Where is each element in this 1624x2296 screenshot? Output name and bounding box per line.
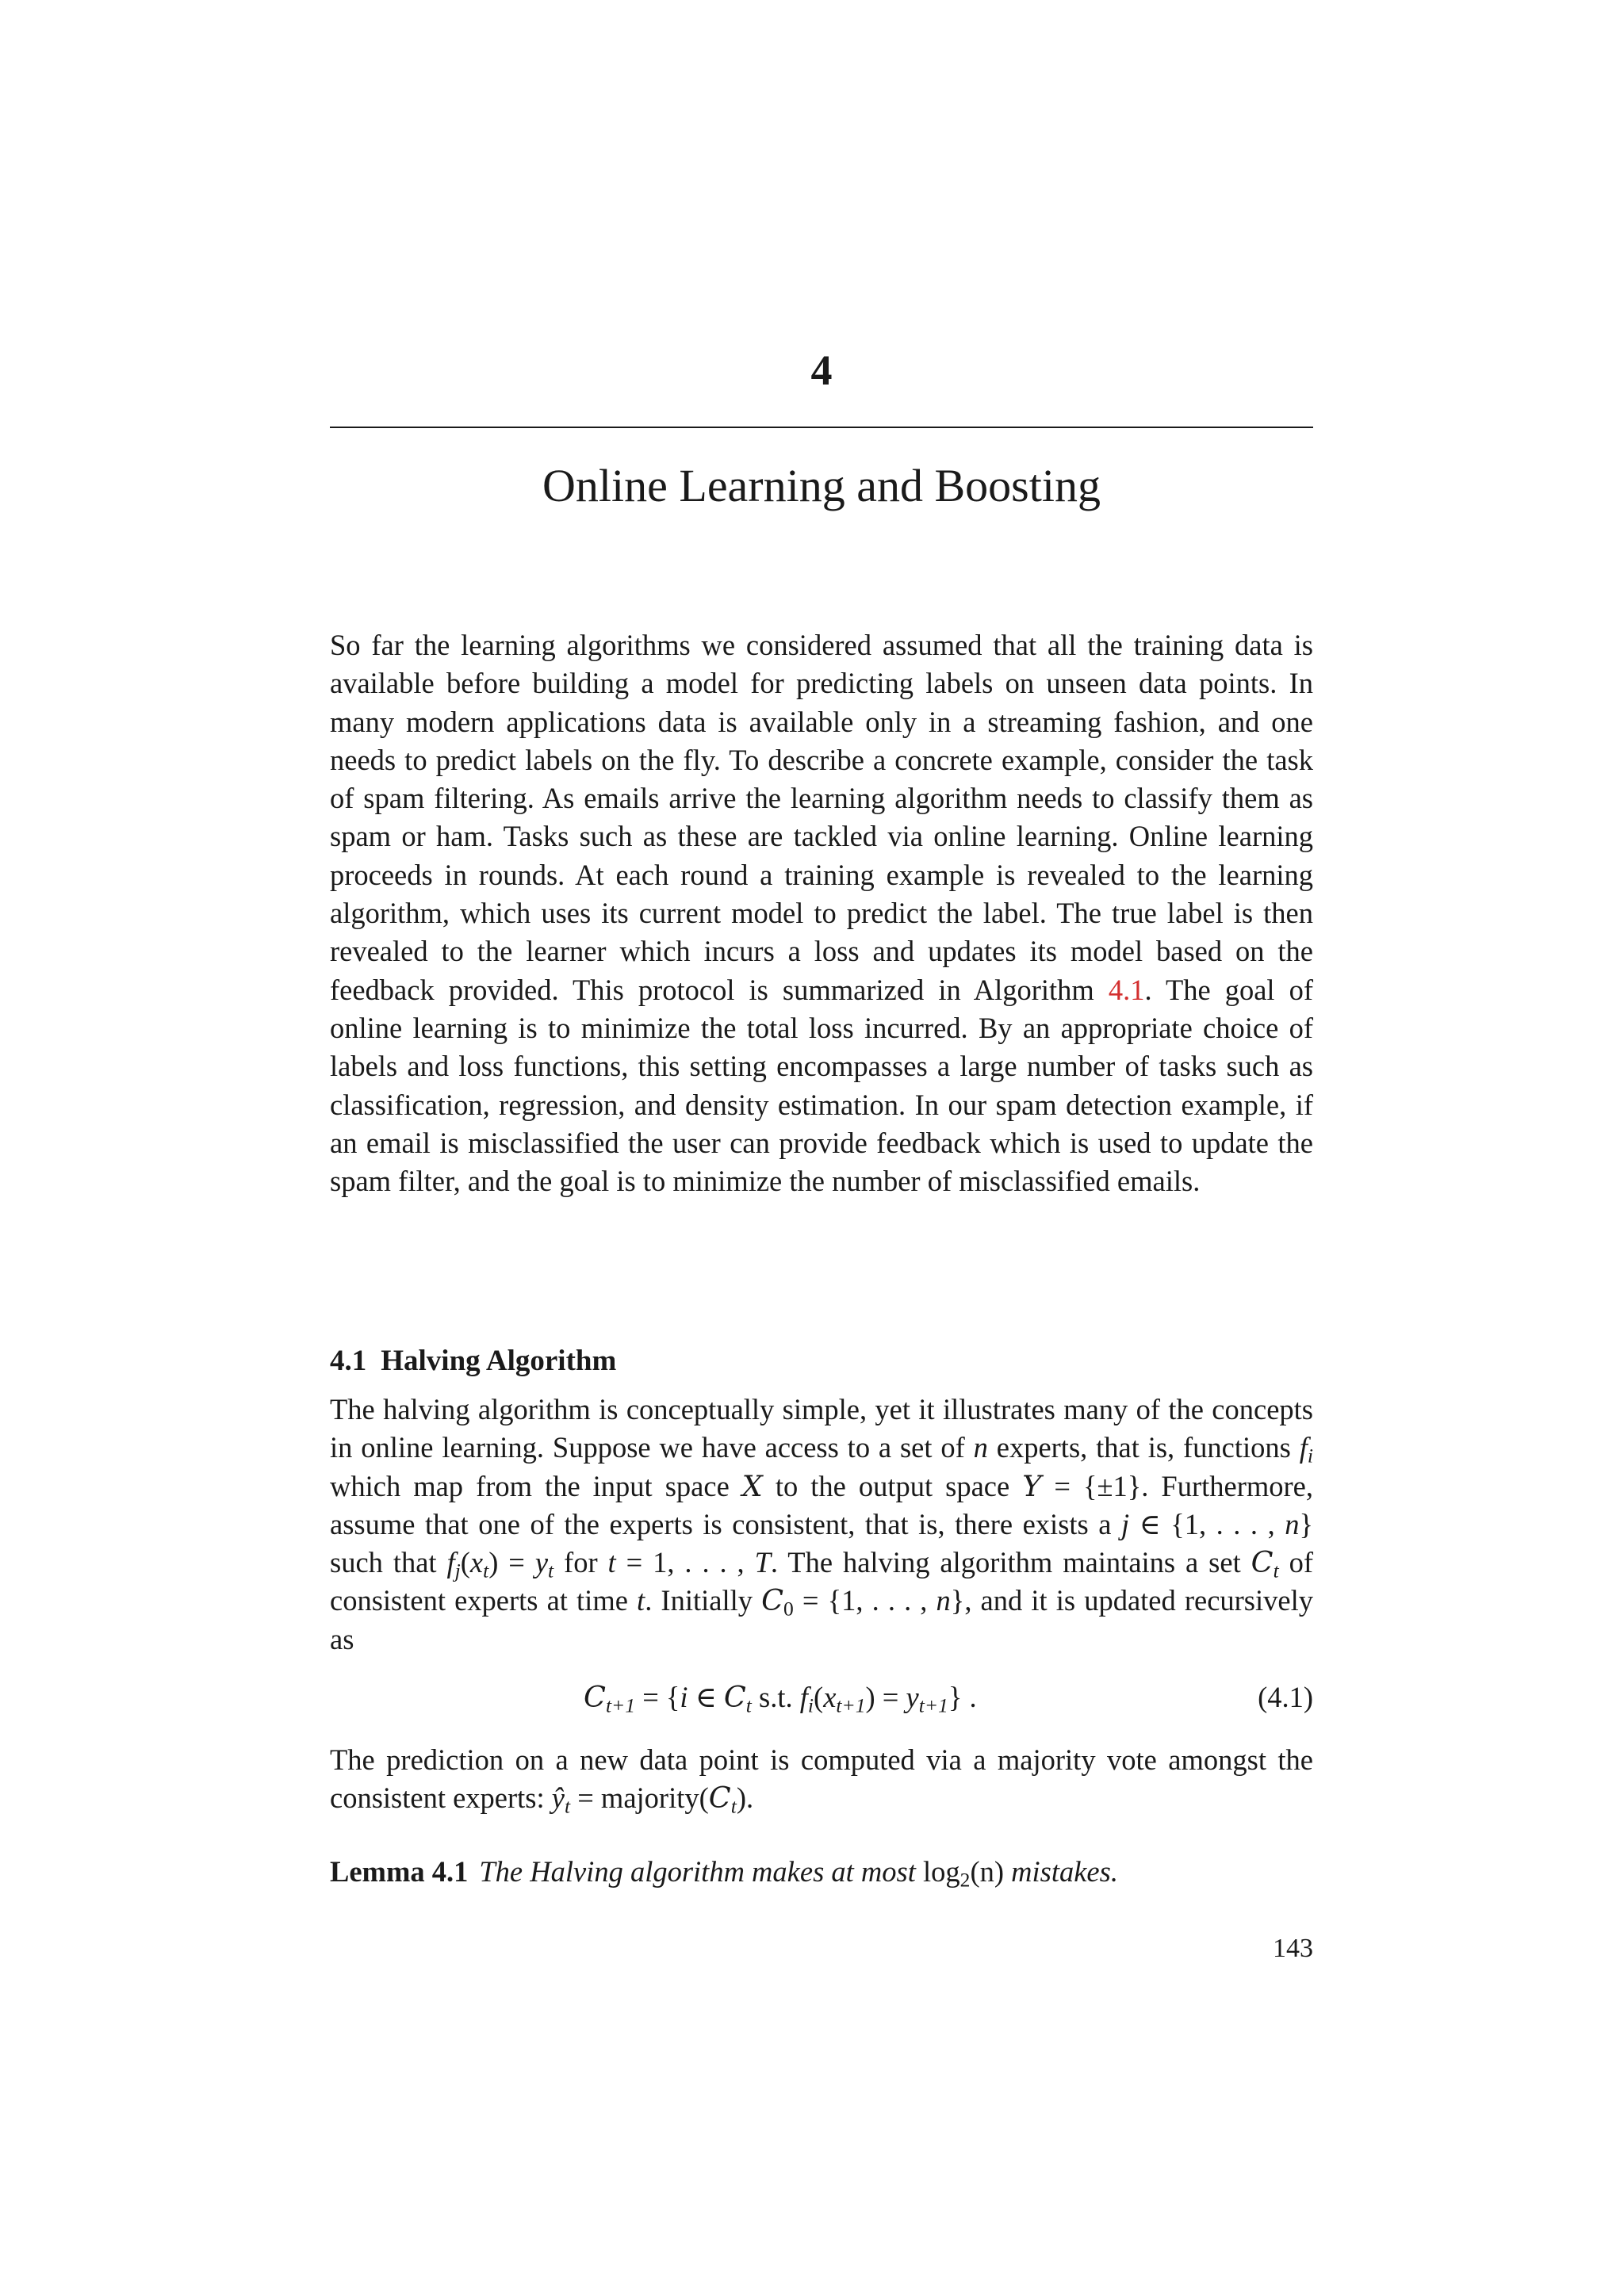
p1-text: ) = bbox=[488, 1546, 535, 1579]
p1-text: for bbox=[553, 1546, 608, 1579]
math-consistent-set: C bbox=[761, 1583, 784, 1618]
section-paragraph-1 bbox=[330, 1391, 1313, 1659]
p1-text: which map from the input space bbox=[330, 1469, 742, 1502]
lemma-text: The Halving algorithm makes at most bbox=[479, 1855, 923, 1888]
chapter-number: 4 bbox=[810, 346, 833, 394]
math-y-hat: ŷ bbox=[551, 1781, 565, 1815]
math-f: f bbox=[1299, 1431, 1308, 1464]
math-sub: t+1 bbox=[918, 1693, 948, 1717]
p1-text: = {±1}. Furthermore, assume that one of the experts is consistent, that is, there exists a bbox=[330, 1469, 1313, 1540]
math-output-space: Y bbox=[1022, 1468, 1042, 1503]
math-sub: t+1 bbox=[605, 1693, 636, 1717]
math-arg: (n) bbox=[970, 1855, 1004, 1888]
math-x: x bbox=[823, 1681, 837, 1713]
section-title: Halving Algorithm bbox=[381, 1345, 617, 1377]
math-y: y bbox=[906, 1681, 919, 1713]
eq-text: = { bbox=[635, 1681, 680, 1713]
p1-text: experts, that is, functions bbox=[987, 1431, 1300, 1464]
math-sub: t bbox=[745, 1693, 752, 1717]
math-sub: 2 bbox=[959, 1868, 971, 1892]
math-j: j bbox=[1121, 1507, 1130, 1540]
p1-text: . Initially bbox=[645, 1584, 762, 1617]
p2-text: The prediction on a new data point is computed via a majority vote amongst the consistent experts: bbox=[330, 1743, 1313, 1815]
p2-text: ). bbox=[736, 1781, 754, 1815]
p2-text: = majority( bbox=[570, 1781, 709, 1815]
section-heading bbox=[330, 1342, 1313, 1380]
math-consistent-set: C bbox=[708, 1781, 731, 1816]
equation-body bbox=[584, 1678, 977, 1716]
page-number: 143 bbox=[1273, 1934, 1313, 1963]
math-sub: t bbox=[1273, 1559, 1279, 1582]
p1-text: ∈ {1, . . . , bbox=[1129, 1507, 1285, 1540]
math-n: n bbox=[973, 1431, 988, 1464]
math-input-space: X bbox=[741, 1468, 763, 1503]
eq-text: } . bbox=[948, 1681, 977, 1713]
section-number: 4.1 bbox=[330, 1345, 367, 1377]
p1-text: . The halving algorithm maintains a set bbox=[770, 1546, 1251, 1579]
math-sub: t bbox=[548, 1559, 554, 1582]
intro-text-1: So far the learning algorithms we considered assumed that all the training data is available before building a model for predicting labels on unseen data points. In many modern applications data is available only in a streaming fashion, and one needs to predict labels on the fly. To describe a concrete example, consider the task of spam filtering. As emails arrive the learning algorithm needs to classify them as spam or ham. Tasks such as these are tackled via online learning. Online learning proceeds in rounds. At each round a training example is revealed to the learning algorithm, which uses its current model to predict the label. The true label is then revealed to the learner which incurs a loss and updates its model based on the feedback provided. This protocol is summarized in Algorithm bbox=[330, 629, 1313, 1006]
eq-text: s.t. bbox=[751, 1681, 800, 1713]
math-y: y bbox=[534, 1546, 549, 1579]
section-paragraph-2 bbox=[330, 1741, 1313, 1818]
math-sub: i bbox=[1307, 1444, 1313, 1468]
eq-text: ) = bbox=[865, 1681, 906, 1713]
p1-text: The halving algorithm is conceptually simple, yet it illustrates many of the concepts in online learning. Suppose we have access to a set of bbox=[330, 1393, 1313, 1464]
math-sub: j bbox=[454, 1559, 461, 1582]
math-log: log bbox=[923, 1855, 960, 1888]
math-sub: t+1 bbox=[836, 1693, 866, 1717]
p1-text: = {1, . . . , bbox=[793, 1584, 936, 1617]
algorithm-ref-link[interactable]: 4.1 bbox=[1108, 973, 1145, 1006]
math-consistent-set: C bbox=[1251, 1545, 1274, 1580]
math-sub: t bbox=[483, 1559, 489, 1582]
math-sub: i bbox=[807, 1693, 814, 1717]
math-t: t bbox=[637, 1584, 645, 1617]
p1-text: } such that bbox=[330, 1507, 1313, 1579]
chapter-rule bbox=[330, 427, 1313, 428]
equation-number: (4.1) bbox=[1258, 1681, 1313, 1713]
intro-paragraph bbox=[330, 626, 1313, 1200]
math-sub: t bbox=[564, 1794, 571, 1818]
lemma-text: mistakes. bbox=[1004, 1855, 1118, 1888]
math-n: n bbox=[1285, 1507, 1300, 1540]
p1-text: }, and it is updated recursively as bbox=[330, 1584, 1313, 1655]
p1-text: ( bbox=[460, 1546, 470, 1579]
math-sub: t bbox=[730, 1794, 737, 1818]
math-sub: 0 bbox=[783, 1597, 794, 1621]
p1-text: = 1, . . . , bbox=[615, 1546, 755, 1579]
chapter-title: Online Learning and Boosting bbox=[542, 460, 1101, 511]
math-T: T bbox=[754, 1546, 771, 1579]
lemma-statement bbox=[479, 1855, 1118, 1892]
math-f: f bbox=[446, 1546, 455, 1579]
lemma-4-1 bbox=[330, 1853, 1313, 1891]
math-n: n bbox=[936, 1584, 951, 1617]
eq-text: ( bbox=[814, 1681, 824, 1713]
lemma-label: Lemma 4.1 bbox=[330, 1855, 469, 1888]
math-consistent-set: C bbox=[584, 1680, 606, 1714]
math-f: f bbox=[799, 1681, 808, 1713]
eq-text: ∈ bbox=[688, 1681, 724, 1713]
math-x: x bbox=[469, 1546, 484, 1579]
p1-text: of consistent experts at time bbox=[330, 1546, 1314, 1617]
intro-text-2: . The goal of online learning is to minimize the total loss incurred. By an appropriate choice of labels and loss functions, this setting encompasses a large number of tasks such as classification, regression, and density estimation. In our spam detection example, if an email is misclassified the user can provide feedback which is used to update the spam filter, and the goal is to minimize the number of misclassified emails. bbox=[330, 973, 1313, 1198]
math-consistent-set: C bbox=[723, 1680, 746, 1714]
math-i: i bbox=[680, 1681, 688, 1713]
math-t: t bbox=[607, 1546, 616, 1579]
p1-text: to the output space bbox=[762, 1469, 1023, 1502]
